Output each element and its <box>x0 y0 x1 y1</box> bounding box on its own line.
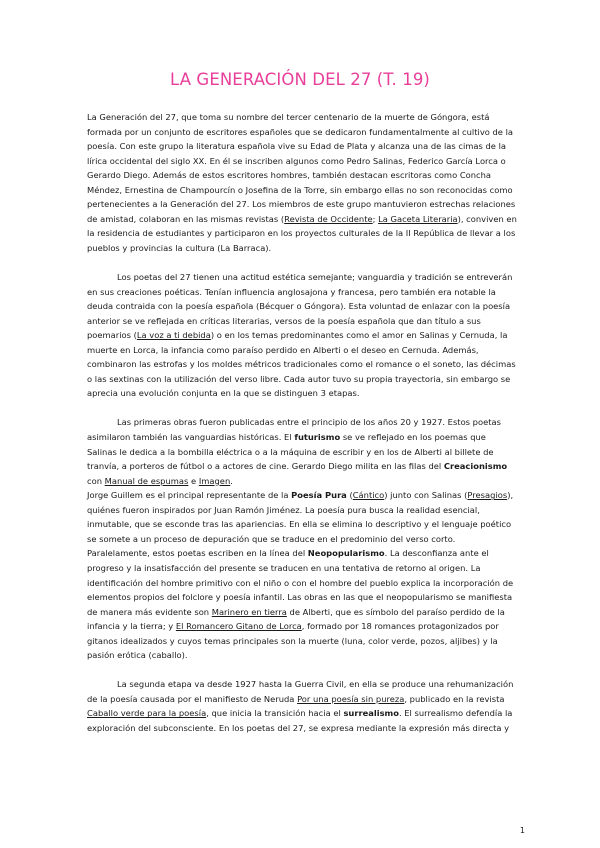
text-run: . El surrealismo defendía la exploración del subconsciente. En los poetas del 27, se expresa mediante la expresión más directa y <box>87 708 513 733</box>
document-body <box>87 110 517 736</box>
text-run: ) o en los temas predominantes como el amor en Salinas y Cernuda, la muerte en Lorca, la infancia como paraíso perdido en Alberti o el deseo en Cernuda. Además, combinaron las estrofas y los moldes métricos tradicionales como el romance o el soneto, las décimas o las sextinas con la utilización del verso libre. Cada autor tuvo su propia trayectoria, sin embargo se aprecia una evolución conjunta en la que se distinguen 3 etapas. <box>87 330 516 399</box>
underlined-title: Cántico <box>352 490 385 501</box>
document-title: LA GENERACIÓN DEL 27 (T. 19) <box>170 70 430 89</box>
text-run: Las primeras obras fueron publicadas entre el principio de los años 20 y 1927. Estos poetas asimilaron también las vanguardias históricas. El <box>87 417 501 443</box>
underlined-title: Caballo verde para la poesía <box>87 708 207 719</box>
text-run: La Generación del 27, que toma su nombre del tercer centenario de la muerte de Góngora, está formada por un conjunto de escritores españoles que se dedicaron fundamentalmente al cultivo de la poesía. Con este grupo la literatura española vive su Edad de Plata y alcanza una de las cimas de la lírica occidental del siglo XX. En él se inscriben algunos como Pedro Salinas, Federico García Lorca o Gerardo Diego. Además de estos escritores hombres, también destacan escritoras como Concha Méndez, Ernestina de Champourcín o Josefina de la Torre, sin embargo ellas no son reconocidas como pertenecientes a la Generación del 27. Los miembros de este grupo mantuvieron estrechas relaciones de amistad, colaboran en las mismas revistas ( <box>87 112 516 224</box>
text-run: Jorge Guillem es el principal representante de la <box>87 490 292 501</box>
underlined-title: Manual de espumas <box>104 475 189 486</box>
underlined-title: Revista de Occidente <box>284 213 373 224</box>
text-run: ) junto con Salinas ( <box>384 490 468 501</box>
text-run: ), quiénes fueron inspirados por Juan Ramón Jiménez. La poesía pura busca la realidad esencial, inmutable, que se esconde tras las apariencias. En ella se elimina lo descriptivo y el lenguaje poético se somete a un proceso de depuración que se traduce en el predominio del verso corto. Paralelamente, estos poetas escriben en la línea del <box>87 490 514 559</box>
text-run: . <box>230 475 233 486</box>
text-run: ; <box>372 213 379 224</box>
underlined-title: La Gaceta Literaria <box>378 213 458 224</box>
underlined-title: Imagen <box>198 475 231 486</box>
text-run: con <box>87 475 105 486</box>
paragraph <box>87 110 517 255</box>
underlined-title: El Romancero Gitano de Lorca <box>175 621 302 632</box>
underlined-title: Marinero en tierra <box>211 606 287 617</box>
text-run: . La desconfianza ante el progreso y la insatisfacción del presente se traducen en una tentativa de retorno al origen. La identificación del hombre primitivo con el niño o con el hombre del pueblo explica la incorporación de elementos propios del folclore y poesía infantil. Las obras en las que el neopopularismo se manifiesta de manera más evidente son <box>87 548 514 617</box>
bold-term: futurismo <box>294 432 341 443</box>
bold-term: Neopopularismo <box>307 548 385 559</box>
bold-term: Poesía Pura <box>291 490 347 501</box>
underlined-title: La voz a ti debida <box>136 330 211 341</box>
text-run: ( <box>346 490 353 501</box>
paragraph <box>87 270 517 401</box>
page-number: 1 <box>519 826 525 835</box>
text-run: ), conviven en la residencia de estudiantes y participaron en los proyectos culturales de la II República de llevar a los pueblos y provincias la cultura (La Barraca). <box>87 213 517 253</box>
paragraph <box>87 488 517 663</box>
text-run: se ve reflejado en los poemas que Salinas le dedica a la bombilla eléctrica o a la máquina de escribir y en los de Alberti al billete de tranvía, a porteros de fútbol o a actores de cine. Gerardo Diego milita en las filas del <box>87 432 494 472</box>
underlined-title: Presagios <box>467 490 508 501</box>
underlined-title: Por una poesía sin pureza <box>297 693 405 704</box>
paragraph <box>87 677 517 735</box>
text-run: , que inicia la transición hacia el <box>206 708 344 719</box>
bold-term: Creacionismo <box>443 461 508 472</box>
text-run: , publicado en la revista <box>404 693 505 704</box>
text-run: , formado por 18 romances protagonizados por gitanos idealizados y cuyos temas principales son la muerte (luna, color verde, pozos, aljibes) y la pasión erótica (caballo). <box>87 621 499 661</box>
text-run: La segunda etapa va desde 1927 hasta la Guerra Civil, en ella se produce una rehumanización de la poesía causada por el manifiesto de Neruda <box>87 679 514 704</box>
text-run: de Alberti, que es símbolo del paraíso perdido de la infancia y la tierra; y <box>87 606 505 632</box>
text-run: e <box>188 475 199 486</box>
paragraph <box>87 415 517 488</box>
bold-term: surrealismo <box>343 708 399 719</box>
text-run: Los poetas del 27 tienen una actitud estética semejante; vanguardia y tradición se entreverán en sus creaciones poéticas. Tenían influencia anglosajona y francesa, pero también era notable la deuda contraida con la poesía española (Bécquer o Góngora). Esta voluntad de enlazar con la poesía anterior se ve reflejada en críticas literarias, versos de la poesía española que dan título a sus poemarios ( <box>87 272 513 341</box>
